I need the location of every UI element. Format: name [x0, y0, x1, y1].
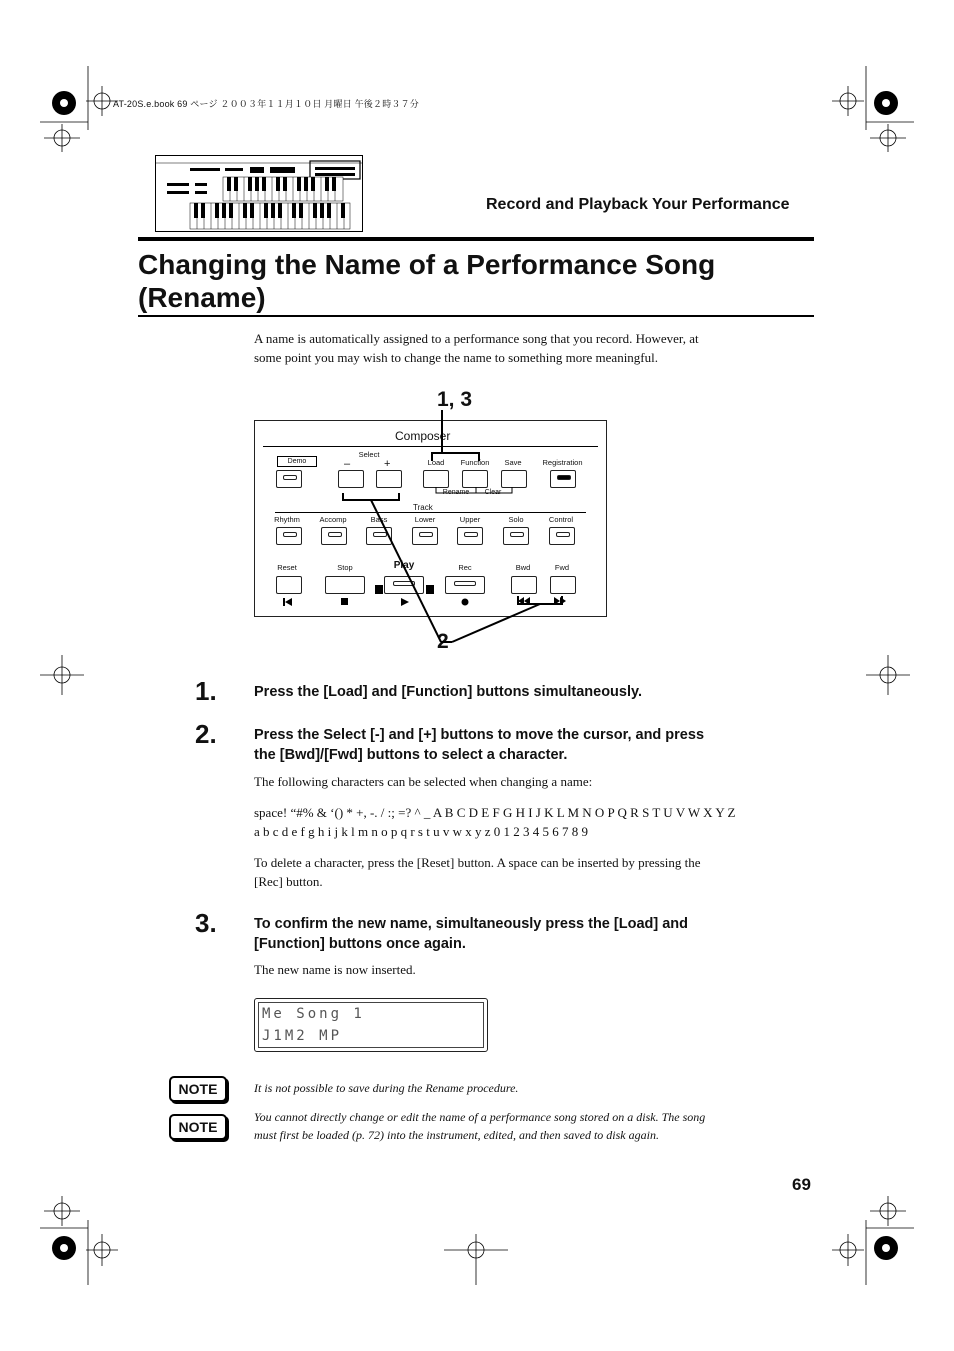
track-label: Track — [413, 503, 433, 512]
page-title — [138, 248, 814, 314]
bwd-label: Bwd — [515, 563, 531, 572]
note-2-line-1: You cannot directly change or edit the name of a performance song stored on a disk. The song — [254, 1110, 706, 1124]
step-2-intro: The following characters can be selected when changing a name: — [254, 774, 593, 789]
title-rule — [138, 315, 814, 317]
lcd-screen — [258, 1002, 484, 1048]
delete-insert-line-1: To delete a character, press the [Reset] button. A space can be inserted by pressing the — [254, 855, 701, 870]
minus-label: – — [344, 458, 351, 470]
step-3-line-2: [Function] buttons once again. — [254, 936, 466, 952]
delete-insert-paragraph — [254, 853, 701, 891]
instrument-thumbnail — [155, 155, 363, 232]
step-2-line-1: Press the Select [-] and [+] buttons to move the cursor, and press — [254, 727, 705, 743]
character-set-line-1: space! “#% & ‘() * +, -. / :; =? ^ _ A B C D E F G H I J K L M N O P Q R S T U V W X Y Z — [254, 805, 736, 820]
step-1-line-1: Press the [Load] and [Function] buttons simultaneously. — [254, 684, 643, 700]
step-3-line-1: To confirm the new name, simultaneously press the [Load] and — [254, 916, 688, 932]
step-1-number: 1. — [195, 676, 217, 706]
select-label: Select — [358, 450, 380, 459]
save-label: Save — [504, 458, 522, 467]
step-3-number: 3. — [195, 908, 217, 938]
lower-label: Lower — [414, 515, 436, 524]
function-label: Function — [460, 458, 490, 467]
intro-line-2: some point you may wish to change the name to something more meaningful. — [254, 350, 659, 365]
upper-label: Upper — [459, 515, 481, 524]
step-1-text — [254, 682, 642, 702]
step-2-number: 2. — [195, 719, 217, 749]
stop-label: Stop — [337, 563, 353, 572]
page-number: 69 — [792, 1175, 811, 1194]
bass-label: Bass — [370, 515, 388, 524]
lcd-line-2: J1M2 MP — [262, 1028, 343, 1044]
callout-1-3: 1, 3 — [437, 388, 473, 411]
note-badge-2: NOTE — [169, 1114, 227, 1140]
lcd-display — [254, 998, 488, 1052]
step-3-result: The new name is now inserted. — [254, 962, 416, 977]
demo-label: Demo — [277, 456, 317, 467]
accomp-label: Accomp — [319, 515, 347, 524]
intro-paragraph — [254, 329, 699, 367]
reset-label: Reset — [277, 563, 297, 572]
callout-2: 2 — [437, 630, 449, 653]
intro-line-1: A name is automatically assigned to a performance song that you record. However, at — [254, 331, 699, 346]
diagram-callouts — [254, 395, 614, 655]
rhythm-label: Rhythm — [274, 515, 300, 524]
solo-label: Solo — [508, 515, 524, 524]
character-set-line-2: a b c d e f g h i j k l m n o p q r s t u v w x y z 0 1 2 3 4 5 6 7 8 9 — [254, 824, 588, 839]
note-1-line-1: It is not possible to save during the Rename procedure. — [254, 1081, 519, 1095]
step-2-text — [254, 725, 704, 765]
note-badge-1: NOTE — [169, 1076, 227, 1102]
registration-label: Registration — [542, 458, 583, 467]
character-set — [254, 803, 735, 841]
header-rule — [138, 237, 814, 241]
rename-label: Rename — [442, 489, 470, 496]
step-2-line-2: the [Bwd]/[Fwd] buttons to select a character. — [254, 747, 568, 763]
play-label: Play — [393, 560, 415, 571]
fwd-label: Fwd — [554, 563, 570, 572]
title-line-1: Changing the Name of a Performance Song — [138, 249, 716, 280]
note-1-text — [254, 1079, 518, 1097]
delete-insert-line-2: [Rec] button. — [254, 874, 323, 889]
print-info-line: AT-20S.e.book 69 ページ ２００３年１１月１０日 月曜日 午後２時３７分 — [113, 99, 420, 109]
plus-label: + — [384, 458, 391, 470]
title-line-2: (Rename) — [138, 282, 266, 313]
clear-label: Clear — [484, 489, 502, 496]
lcd-line-1: Me Song 1 — [262, 1006, 365, 1022]
panel-title: Composer — [392, 429, 453, 443]
section-header: Record and Playback Your Performance — [486, 196, 790, 213]
rec-label: Rec — [458, 563, 472, 572]
step-3-text — [254, 914, 688, 954]
note-2-text — [254, 1108, 705, 1144]
note-2-line-2: must first be loaded (p. 72) into the instrument, edited, and then saved to disk again. — [254, 1128, 659, 1142]
load-label: Load — [427, 458, 445, 467]
control-label: Control — [548, 515, 574, 524]
